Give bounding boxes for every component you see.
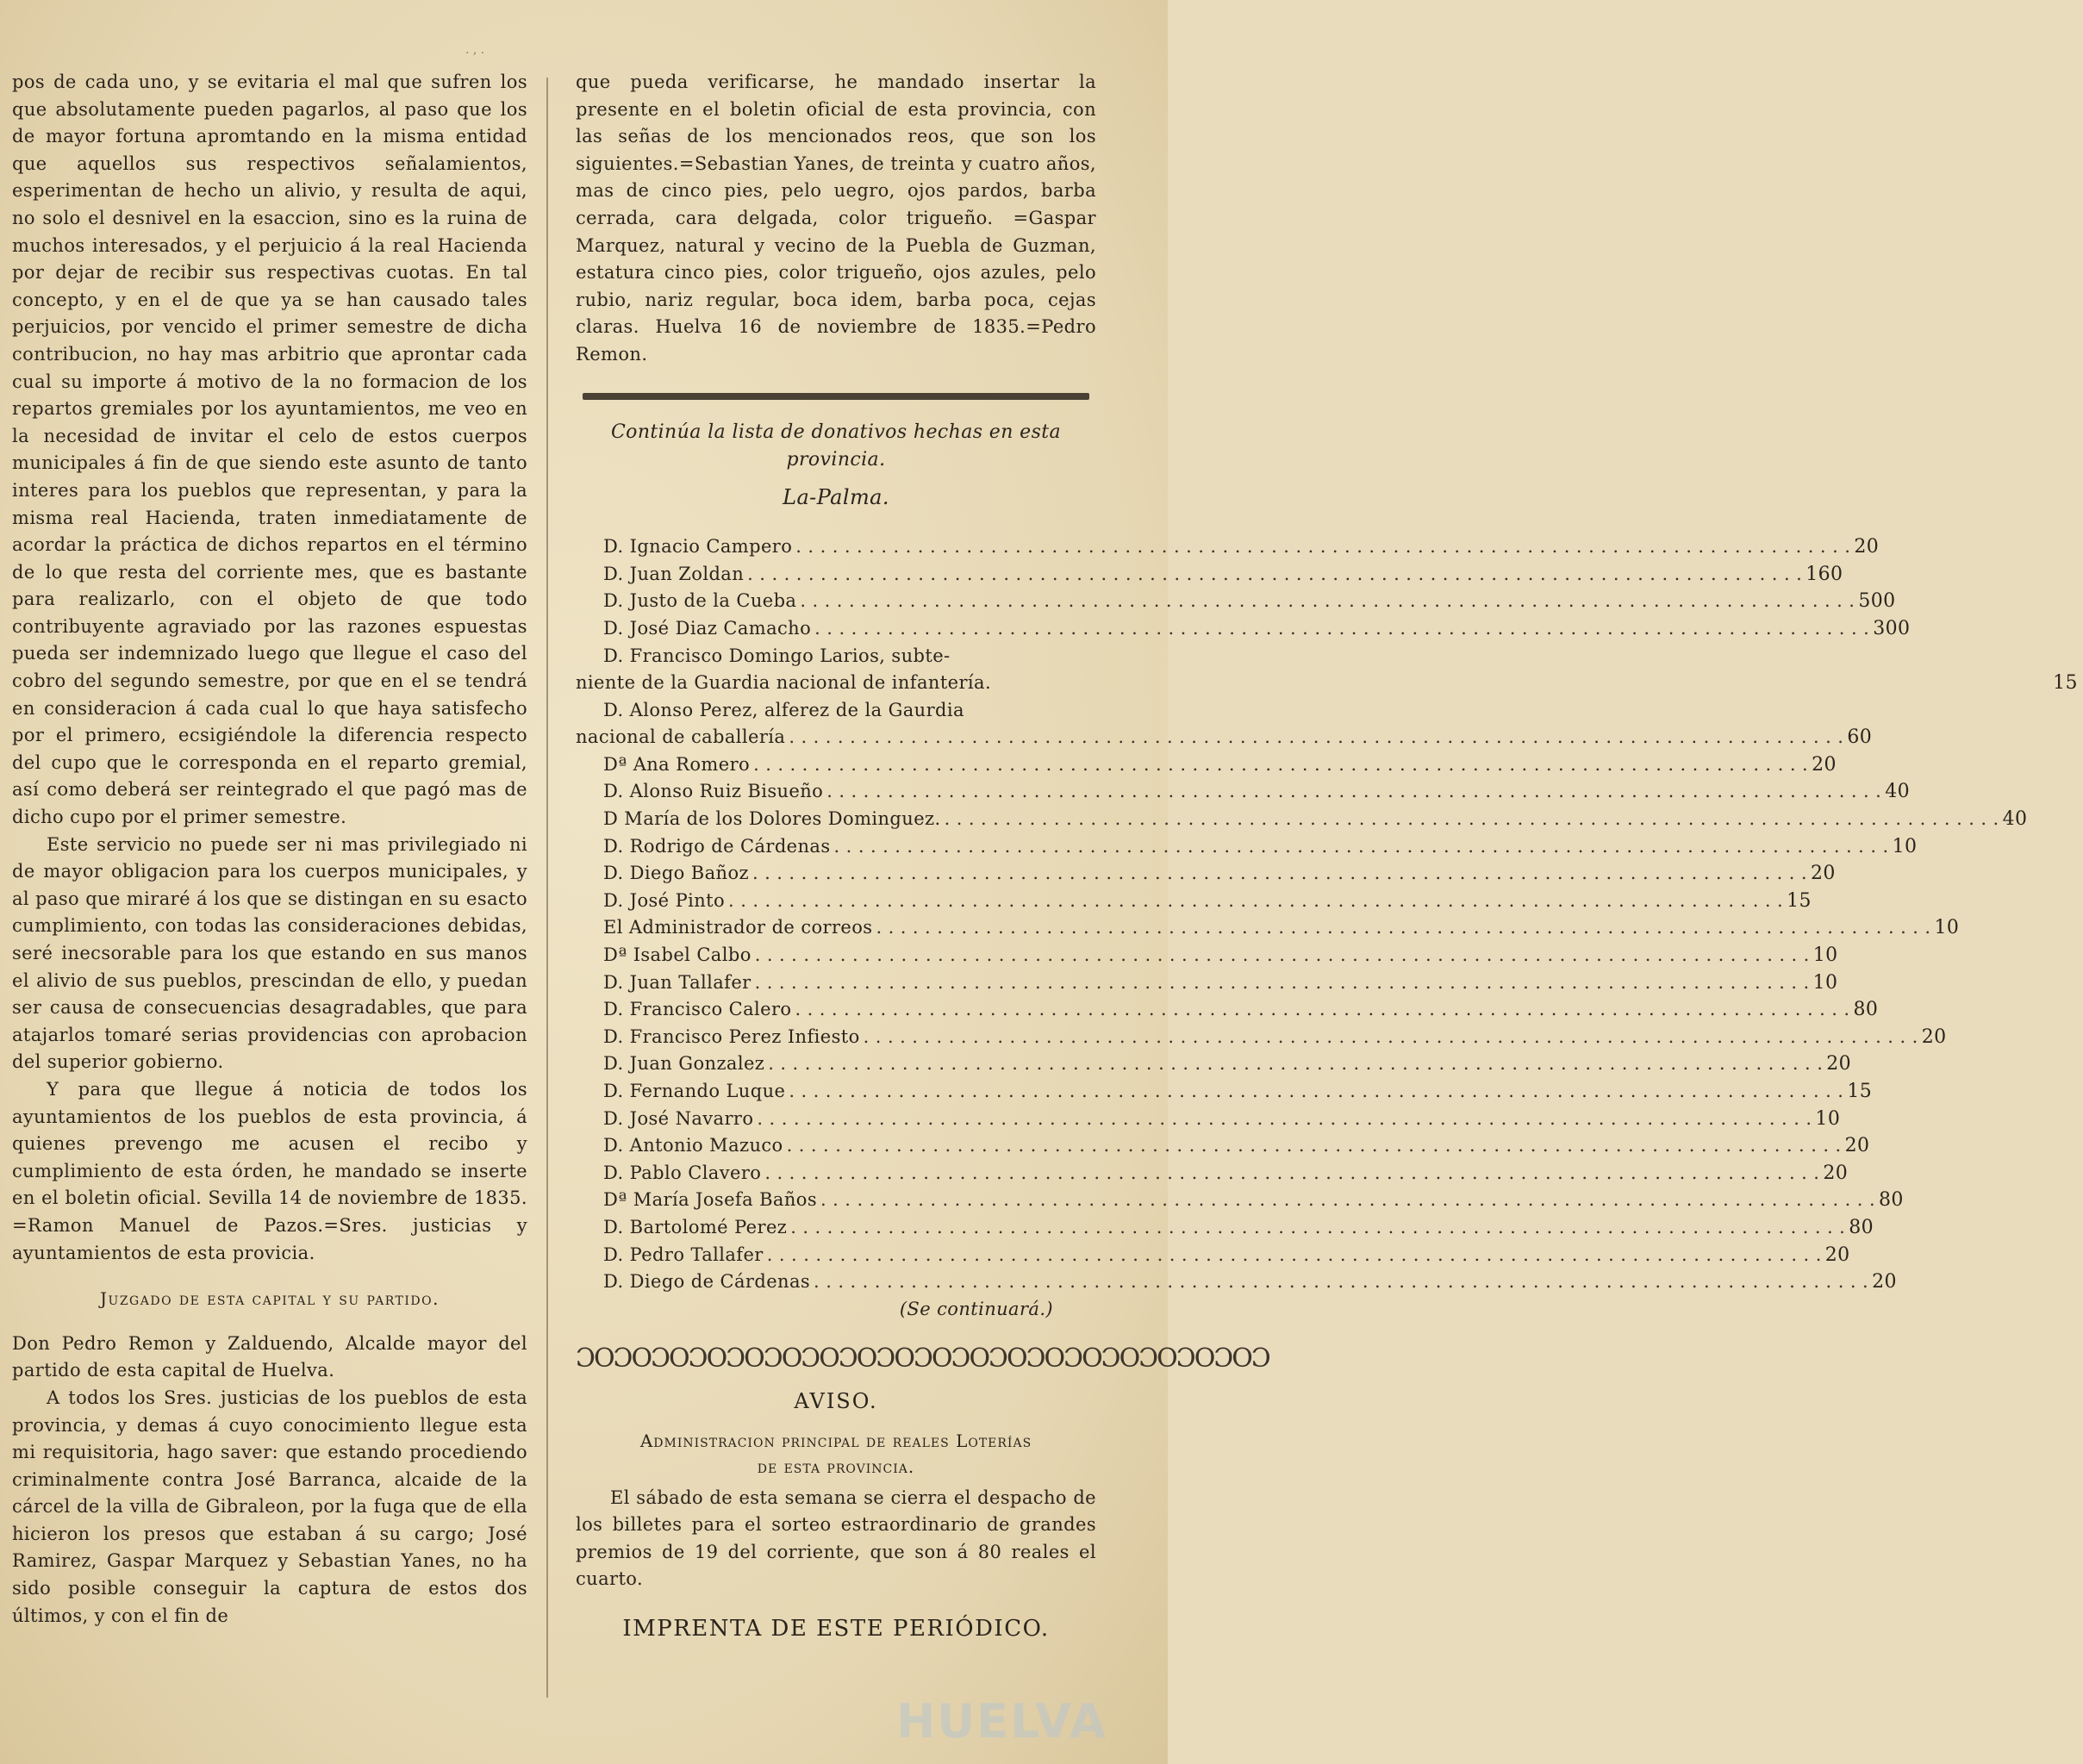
donor-amount: 300 bbox=[1873, 617, 1911, 639]
donor-list bbox=[576, 533, 2078, 1296]
top-mark: . , . bbox=[465, 43, 485, 57]
donor-row bbox=[576, 914, 1960, 942]
donor-amount: 15 bbox=[2053, 672, 2078, 695]
donor-name: D. Antonio Mazuco bbox=[603, 1135, 783, 1156]
donor-name: D. Justo de la Cueba bbox=[603, 590, 797, 612]
donor-name: D María de los Dolores Dominguez. bbox=[603, 808, 941, 830]
donor-name: D. Juan Gonzalez bbox=[603, 1053, 765, 1075]
donor-amount: 10 bbox=[1815, 1107, 1841, 1130]
donor-name-cont: nacional de caballería bbox=[576, 726, 786, 748]
donor-amount: 20 bbox=[1872, 1271, 1897, 1293]
column-divider bbox=[546, 78, 548, 1698]
paragraph-1: pos de cada uno, y se evitaria el mal que sufren los que absolutamente pueden pagarlos, al paso que los de mayor fortuna apromtando en la misma entidad que aquellos sus respectivos señalamientos, esperimentan de hecho un alivio, y resulta de aqui, no solo el desnivel en la esaccion, sino es la ruina de muchos interesados, y el perjuicio á la real Hacienda por dejar de recibir sus respectivas cuotas. En tal concepto, y en el de que ya se han causado tales perjuicios, por vencido el primer semestre de dicha contribucion, no hay mas arbitrio que aprontar cada cual su importe á motivo de la no formacion de los repartos gremiales por los ayuntamientos, me veo en la necesidad de invitar el celo de estos cuerpos municipales á fin de que siendo este asunto de tanto interes para los pueblos que representan, y para la misma real Hacienda, traten inmediatamente de acordar la práctica de dichos repartos en el término de lo que resta del corriente mes, que es bastante para realizarlo, con el objeto de que todo contribuyente agraviado por las razones espuestas pueda ser indemnizado luego que llegue el caso del cobro del segundo semestre, por que en el se tendrá en consideracion á cada cual lo que haya satisfecho por el primero, ecsigiéndole la diferencia respecto del cupo que le corresponda en el reparto gremial, así como deberá ser reintegrado el que pagó mas de dicho cupo por el primer semestre. bbox=[12, 72, 527, 828]
imprint-line: IMPRENTA DE ESTE PERIÓDICO. bbox=[622, 1615, 1050, 1642]
donor-name: D. Rodrigo de Cárdenas bbox=[603, 835, 831, 857]
section-heading: Juzgado de esta capital y su partido. bbox=[100, 1288, 440, 1310]
donor-amount: 20 bbox=[1844, 1135, 1870, 1157]
donor-name: D. Ignacio Campero bbox=[603, 536, 793, 558]
donor-row bbox=[576, 1024, 1947, 1051]
donor-row bbox=[576, 1106, 1841, 1133]
aviso-heading: AVISO. bbox=[794, 1388, 878, 1413]
donor-name: D. Pedro Tallafer bbox=[603, 1244, 764, 1265]
donor-amount: 20 bbox=[1826, 1053, 1852, 1075]
donor-amount: 10 bbox=[1812, 971, 1838, 994]
donor-amount: 60 bbox=[1847, 726, 1873, 749]
donor-name: D. Francisco Calero bbox=[603, 999, 792, 1020]
donor-amount: 80 bbox=[1853, 999, 1879, 1021]
donor-name: El Administrador de correos bbox=[603, 917, 873, 938]
decree-intro: Don Pedro Remon y Zalduendo, Alcalde mayor del partido de esta capital de Huelva. bbox=[12, 1332, 527, 1381]
donor-row bbox=[576, 533, 1880, 561]
admin-heading bbox=[576, 1428, 1096, 1480]
donor-row bbox=[576, 1132, 1870, 1160]
donor-name: D. Alonso Ruiz Bisueño bbox=[603, 781, 824, 802]
donor-row bbox=[576, 670, 2078, 697]
donor-name: Dª María Josefa Baños bbox=[603, 1189, 817, 1211]
donor-amount: 160 bbox=[1805, 563, 1843, 585]
donor-name: D. Diego Bañoz bbox=[603, 863, 749, 884]
donor-name: D. Diego de Cárdenas bbox=[603, 1271, 811, 1293]
donor-row bbox=[576, 996, 1879, 1024]
donor-row bbox=[576, 860, 1836, 888]
donor-amount: 80 bbox=[1879, 1189, 1904, 1212]
donor-name: D. Pablo Clavero bbox=[603, 1162, 762, 1183]
right-column bbox=[576, 69, 2078, 1643]
donor-amount: 10 bbox=[1812, 944, 1838, 967]
donor-row bbox=[576, 1214, 1874, 1242]
donor-amount: 20 bbox=[1824, 1244, 1850, 1266]
donor-name: D. Alonso Perez, alferez de la Gaurdia bbox=[603, 699, 964, 720]
town-heading: La-Palma. bbox=[783, 484, 889, 509]
donor-name: Dª Isabel Calbo bbox=[603, 944, 752, 966]
ornamental-border: ƆOƆOƆOƆOƆOƆOƆOƆOƆOƆOƆOƆOƆOƆOƆOƆOƆOƆOƆ bbox=[576, 1343, 1269, 1374]
donor-row bbox=[576, 888, 1812, 915]
donor-row bbox=[576, 778, 1911, 806]
decree-continuation: que pueda verificarse, he mandado insertar la presente en el boletin oficial de esta provincia, con las señas de los mencionados reos, que son los siguientes.=Sebastian Yanes, de treinta y cuatro años, mas de cinco pies, pelo uegro, ojos pardos, barba cerrada, cara delgada, color trigueño. =Gaspar Marquez, natural y vecino de la Puebla de Guzman, estatura cinco pies, color trigueño, ojos azules, pelo rubio, nariz regular, boca idem, barba poca, cejas claras. Huelva 16 de noviembre de 1835.=Pedro Remon. bbox=[576, 72, 1096, 365]
donor-name: D. Juan Zoldan bbox=[603, 563, 745, 584]
aviso-body: El sábado de esta semana se cierra el despacho de los billetes para el sorteo estraordinario de grandes premios de 19 del corriente, que son á 80 reales el cuarto. bbox=[576, 1487, 1096, 1590]
donor-name: D. José Diaz Camacho bbox=[603, 617, 812, 639]
donor-amount: 15 bbox=[1787, 889, 1812, 912]
donor-row bbox=[576, 1078, 1873, 1106]
donor-name: D. Juan Tallafer bbox=[603, 971, 752, 993]
donor-name: D. Francisco Domingo Larios, subte- bbox=[603, 645, 951, 666]
admin-heading-line1: Administracion principal de reales Loterías bbox=[639, 1430, 1032, 1451]
donor-amount: 20 bbox=[1823, 1162, 1849, 1184]
donor-row bbox=[576, 1050, 1852, 1078]
donor-row bbox=[576, 1268, 1897, 1296]
decree-body: A todos los Sres. justicias de los pueblos de esta provincia, y demas á cuyo conocimiento llegue esta mi requisitoria, hago saver: que estando procediendo criminalmente contra José Barranca, alcaide de la cárcel de la villa de Gibraleon, por la fuga que de ella hicieron los presos que estaban á su cargo; José Ramirez, Gaspar Marquez y Sebastian Yanes, no ha sido posible conseguir la captura de estos dos últimos, y con el fin de bbox=[12, 1387, 527, 1626]
admin-heading-line2: de esta provincia. bbox=[757, 1455, 915, 1477]
donor-name: D. Bartolomé Perez bbox=[603, 1216, 788, 1237]
donor-name: D. Fernando Luque bbox=[603, 1081, 786, 1101]
paragraph-3: Y para que llegue á noticia de todos los ayuntamientos de los pueblos de esta provincia, á quienes prevengo me acusen el recibo y cumplimiento de esta órden, he mandado se inserte en el boletin oficial. Sevilla 14 de noviembre de 1835. =Ramon Manuel de Pazos.=Sres. justicias y ayuntamientos de esta provicia. bbox=[12, 1078, 527, 1263]
donor-name: D. José Navarro bbox=[603, 1107, 754, 1129]
donor-row bbox=[576, 1242, 1850, 1269]
donor-name: D. Francisco Perez Infiesto bbox=[603, 1025, 860, 1047]
donor-row bbox=[576, 561, 1843, 589]
donor-amount: 10 bbox=[1892, 835, 1918, 857]
donor-row bbox=[576, 942, 1838, 969]
donor-amount: 10 bbox=[1934, 917, 1960, 939]
left-column bbox=[12, 69, 527, 1630]
donor-row bbox=[576, 1187, 1904, 1214]
donation-list-title: Continúa la lista de donativos hechas en esta provincia. bbox=[610, 421, 1062, 471]
donor-row bbox=[576, 751, 1837, 779]
continuation-note: (Se continuará.) bbox=[899, 1298, 1053, 1319]
donor-row bbox=[576, 643, 1096, 670]
watermark-stamp: HUELVA bbox=[896, 1694, 1107, 1748]
donor-row bbox=[576, 1160, 1849, 1187]
donor-row bbox=[576, 697, 1096, 725]
donor-amount: 20 bbox=[1854, 536, 1880, 558]
donor-row bbox=[576, 615, 1911, 643]
donor-amount: 20 bbox=[1921, 1025, 1947, 1048]
donor-amount: 20 bbox=[1812, 753, 1837, 776]
donor-name: D. José Pinto bbox=[603, 889, 726, 911]
donor-amount: 80 bbox=[1849, 1216, 1874, 1238]
donor-amount: 40 bbox=[1885, 781, 1911, 803]
donor-amount: 15 bbox=[1847, 1081, 1873, 1102]
donor-name-cont: niente de la Guardia nacional de infantería. bbox=[576, 672, 992, 694]
donor-name: Dª Ana Romero bbox=[603, 753, 751, 775]
donor-row bbox=[576, 806, 2028, 833]
donor-amount: 40 bbox=[2002, 808, 2028, 831]
thick-rule bbox=[583, 393, 1089, 400]
donor-amount: 500 bbox=[1858, 590, 1896, 613]
donor-row bbox=[576, 588, 1896, 615]
paragraph-2: Este servicio no puede ser ni mas privilegiado ni de mayor obligacion para los cuerpos municipales, y al paso que miraré á los que se distingan en su esacto cumplimiento, con todas las consideraciones debidas, seré inecsorable para los que estando en sus manos el alivio de sus pueblos, prescindan de ello, y puedan ser causa de consecuencias desagradables, que para atajarlos tomaré serias providencias con aprobacion del superior gobierno. bbox=[12, 833, 527, 1073]
donor-row bbox=[576, 833, 1918, 861]
donor-row bbox=[576, 969, 1838, 997]
donor-row bbox=[576, 724, 1873, 751]
donor-amount: 20 bbox=[1811, 863, 1836, 885]
